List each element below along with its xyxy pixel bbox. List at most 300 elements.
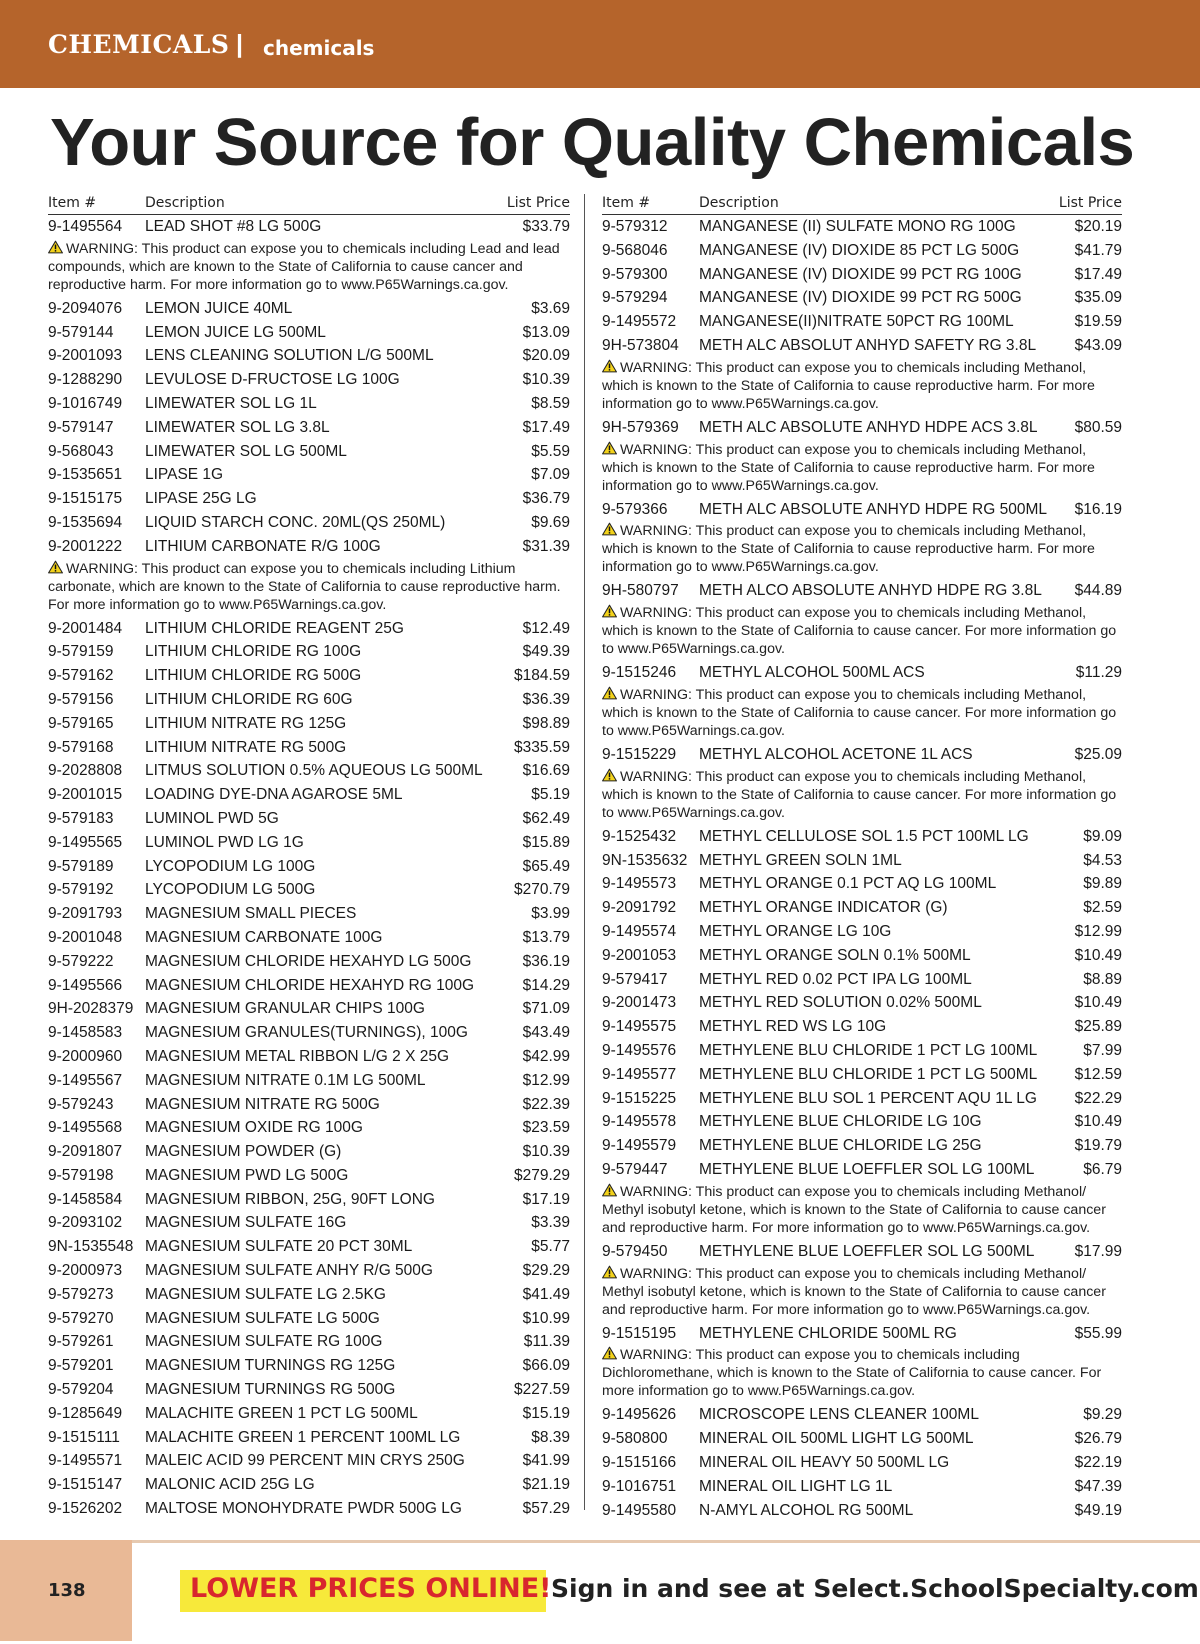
- product-row: [48, 1188, 570, 1212]
- warning-text: WARNING: This product can expose you to chemicals including Lead and lead compounds, which are known to the State of California to cause cancer and reproductive harm. For more information go to www.P65Warnings.ca.gov.: [48, 240, 560, 293]
- list-price: $25.89: [1074, 1018, 1122, 1036]
- prop65-warning: [48, 240, 570, 294]
- product-description: METHYL ORANGE SOLN 0.1% 500ML: [699, 946, 971, 964]
- item-number: 9-1535651: [48, 466, 123, 484]
- list-price: $22.39: [522, 1095, 570, 1113]
- product-row: [48, 950, 570, 974]
- promo-headline: LOWER PRICES ONLINE!: [190, 1573, 552, 1604]
- list-price: $12.59: [1074, 1065, 1122, 1083]
- list-price: $14.29: [522, 976, 570, 994]
- product-description: MINERAL OIL 500ML LIGHT LG 500ML: [699, 1430, 974, 1448]
- list-price: $10.49: [1074, 1113, 1122, 1131]
- list-price: $9.09: [1083, 827, 1122, 845]
- product-description: MINERAL OIL HEAVY 50 500ML LG: [699, 1453, 950, 1471]
- list-price: $36.39: [522, 690, 570, 708]
- product-row: [48, 535, 570, 559]
- item-number: 9-1495626: [602, 1406, 677, 1424]
- list-price: $2.59: [1083, 899, 1122, 917]
- item-number: 9-579300: [602, 265, 668, 283]
- list-price: $62.49: [522, 809, 570, 827]
- product-row: [48, 640, 570, 664]
- list-price: $23.59: [522, 1119, 570, 1137]
- product-description: MAGNESIUM TURNINGS RG 500G: [145, 1381, 396, 1399]
- list-price: $13.79: [522, 928, 570, 946]
- warning-triangle-icon: [602, 604, 617, 618]
- product-row: [602, 1451, 1122, 1475]
- product-row: [48, 736, 570, 760]
- list-price: $3.69: [531, 299, 570, 317]
- product-row: [48, 487, 570, 511]
- list-price: $3.99: [531, 905, 570, 923]
- item-number: 9-2091792: [602, 899, 677, 917]
- item-number: 9-579366: [602, 500, 668, 518]
- product-row: [48, 1069, 570, 1093]
- product-description: MALONIC ACID 25G LG: [145, 1476, 315, 1494]
- item-number: 9-579270: [48, 1309, 114, 1327]
- product-row: [602, 1110, 1122, 1134]
- item-number: 9-579144: [48, 323, 114, 341]
- product-description: LITHIUM CHLORIDE RG 500G: [145, 667, 362, 685]
- product-description: METHYLENE BLU CHLORIDE 1 PCT LG 500ML: [699, 1065, 1038, 1083]
- product-row: [48, 1473, 570, 1497]
- item-number: 9-579312: [602, 218, 668, 235]
- list-price: $11.39: [523, 1333, 570, 1351]
- product-description: LIMEWATER SOL LG 3.8L: [145, 418, 330, 436]
- item-number: 9-2094076: [48, 299, 123, 317]
- list-price: $19.59: [1074, 313, 1122, 331]
- item-number: 9-1515195: [602, 1324, 677, 1342]
- product-description: MAGNESIUM GRANULAR CHIPS 100G: [145, 1000, 425, 1018]
- product-row: [48, 1045, 570, 1069]
- column-header: [48, 194, 570, 215]
- product-row: [48, 997, 570, 1021]
- product-row: [602, 1015, 1122, 1039]
- list-price: $42.99: [522, 1047, 570, 1065]
- item-number: 9-579147: [48, 418, 114, 436]
- product-description: MANGANESE(II)NITRATE 50PCT RG 100ML: [699, 313, 1014, 331]
- product-row: [602, 1134, 1122, 1158]
- item-number: 9-1016751: [602, 1477, 677, 1495]
- list-price: $9.29: [1083, 1406, 1122, 1424]
- item-number: 9-1525432: [602, 827, 677, 845]
- list-price: $184.59: [513, 667, 570, 685]
- product-description: METHYLENE BLUE LOEFFLER SOL LG 500ML: [699, 1242, 1035, 1260]
- product-row: [48, 1235, 570, 1259]
- product-row: [602, 968, 1122, 992]
- right-product-column: [602, 194, 1122, 1522]
- item-number: 9-2001473: [602, 994, 677, 1012]
- product-row: [48, 1211, 570, 1235]
- product-row: [48, 974, 570, 998]
- list-price: $10.49: [1074, 994, 1122, 1012]
- item-number: 9-568046: [602, 241, 668, 259]
- list-price: $41.99: [522, 1452, 570, 1470]
- product-description: MANGANESE (IV) DIOXIDE 99 PCT RG 100G: [699, 265, 1022, 283]
- list-price: $227.59: [513, 1381, 570, 1399]
- list-price: $55.99: [1074, 1324, 1122, 1342]
- product-row: [602, 1403, 1122, 1427]
- product-row: [48, 617, 570, 641]
- product-description: MANGANESE (IV) DIOXIDE 99 PCT RG 500G: [699, 289, 1022, 307]
- list-price: $71.09: [522, 1000, 570, 1018]
- product-row: [602, 1499, 1122, 1523]
- item-number: 9-1016749: [48, 394, 123, 412]
- list-price: $5.19: [531, 786, 570, 804]
- product-row: [48, 321, 570, 345]
- product-row: [602, 1240, 1122, 1264]
- product-row: [48, 368, 570, 392]
- product-row: [48, 783, 570, 807]
- product-row: [602, 743, 1122, 767]
- product-description: MAGNESIUM SULFATE 16G: [145, 1214, 347, 1232]
- item-number: 9-1288290: [48, 371, 123, 389]
- list-price: $15.89: [522, 833, 570, 851]
- item-number: 9H-2028379: [48, 1000, 134, 1018]
- list-price: $12.49: [522, 619, 570, 637]
- prop65-warning: [602, 604, 1122, 658]
- item-number: 9-1495567: [48, 1071, 123, 1089]
- item-number: 9-1515175: [48, 490, 123, 508]
- product-row: [602, 286, 1122, 310]
- left-product-column: [48, 194, 570, 1521]
- product-description: MAGNESIUM CARBONATE 100G: [145, 928, 383, 946]
- product-description: LENS CLEANING SOLUTION L/G 500ML: [145, 347, 434, 365]
- product-description: LITMUS SOLUTION 0.5% AQUEOUS LG 500ML: [145, 762, 483, 780]
- list-price: $98.89: [522, 714, 570, 732]
- prop65-warning: [602, 686, 1122, 740]
- product-description: MAGNESIUM METAL RIBBON L/G 2 X 25G: [145, 1047, 450, 1065]
- list-price: $36.79: [522, 490, 570, 508]
- list-price: $10.49: [1074, 946, 1122, 964]
- product-description: LYCOPODIUM LG 500G: [145, 881, 316, 899]
- product-list: [48, 215, 570, 1521]
- item-number: 9-1495580: [602, 1501, 677, 1519]
- warning-text: WARNING: This product can expose you to chemicals including Methanol, which is known to the State of California to cause cancer. For more information go to www.P65Warnings.ca.gov.: [602, 605, 1117, 658]
- product-row: [602, 661, 1122, 685]
- item-number: 9-1535694: [48, 513, 123, 531]
- section-title: CHEMICALS: [48, 30, 230, 59]
- list-price: $7.09: [531, 466, 570, 484]
- item-number: 9-579192: [48, 881, 114, 899]
- product-description: METHYLENE BLUE LOEFFLER SOL LG 100ML: [699, 1160, 1035, 1178]
- item-number: 9-579201: [48, 1357, 114, 1375]
- list-price: $15.19: [522, 1404, 570, 1422]
- list-price: $36.19: [522, 952, 570, 970]
- description-header: Description: [145, 195, 225, 211]
- product-description: LITHIUM CHLORIDE RG 60G: [145, 690, 353, 708]
- prop65-warning: [602, 1265, 1122, 1319]
- warning-text: WARNING: This product can expose you to chemicals including Methanol/ Methyl isobutyl ketone, which is known to the State of California to cause cancer and reproductive harm. For more information go to www.P65Warnings.ca.gov.: [602, 1183, 1106, 1236]
- list-price-header: List Price: [1058, 195, 1122, 211]
- item-number: 9-2028808: [48, 762, 123, 780]
- product-row: [602, 1158, 1122, 1182]
- prop65-warning: [602, 522, 1122, 576]
- list-price: $43.09: [1074, 336, 1122, 354]
- item-number: 9-1458584: [48, 1190, 123, 1208]
- item-number: 9-579261: [48, 1333, 114, 1351]
- product-row: [602, 849, 1122, 873]
- item-number: 9-579204: [48, 1381, 114, 1399]
- list-price: $47.39: [1074, 1477, 1122, 1495]
- prop65-warning: [602, 441, 1122, 495]
- product-row: [602, 498, 1122, 522]
- product-description: MAGNESIUM PWD LG 500G: [145, 1166, 349, 1184]
- product-row: [48, 926, 570, 950]
- product-row: [48, 416, 570, 440]
- item-number: 9-2000973: [48, 1262, 123, 1280]
- product-row: [48, 344, 570, 368]
- product-row: [48, 855, 570, 879]
- product-description: METHYL GREEN SOLN 1ML: [699, 851, 902, 869]
- warning-text: WARNING: This product can expose you to chemicals including Methanol, which is known to the State of California to cause reproductive harm. For more information go to www.P65Warnings.ca.gov.: [602, 523, 1095, 576]
- item-number: 9-579168: [48, 738, 114, 756]
- product-description: MINERAL OIL LIGHT LG 1L: [699, 1477, 893, 1495]
- product-description: METHYL RED 0.02 PCT IPA LG 100ML: [699, 970, 972, 988]
- product-row: [48, 440, 570, 464]
- item-number: 9-2001222: [48, 537, 123, 555]
- product-description: LIMEWATER SOL LG 1L: [145, 394, 317, 412]
- product-row: [48, 1497, 570, 1521]
- item-number: 9-1515111: [48, 1428, 120, 1446]
- product-row: [602, 1322, 1122, 1346]
- list-price: $41.79: [1074, 241, 1122, 259]
- warning-triangle-icon: [602, 1346, 617, 1360]
- list-price: $22.29: [1074, 1089, 1122, 1107]
- product-row: [48, 215, 570, 239]
- list-price: $4.53: [1083, 851, 1122, 869]
- product-description: MAGNESIUM SULFATE LG 500G: [145, 1309, 380, 1327]
- product-row: [48, 831, 570, 855]
- product-description: MAGNESIUM NITRATE 0.1M LG 500ML: [145, 1071, 426, 1089]
- item-number: 9-579273: [48, 1285, 114, 1303]
- product-description: LEMON JUICE 40ML: [145, 299, 293, 317]
- list-price: $279.29: [513, 1166, 570, 1184]
- item-number: 9-579294: [602, 289, 668, 307]
- product-row: [48, 1449, 570, 1473]
- item-number: 9-579198: [48, 1166, 114, 1184]
- item-number: 9-579222: [48, 952, 114, 970]
- product-row: [602, 872, 1122, 896]
- product-description: METHYLENE CHLORIDE 500ML RG: [699, 1324, 957, 1342]
- list-price: $10.99: [522, 1309, 570, 1327]
- warning-text: WARNING: This product can expose you to chemicals including Lithium carbonate, which are known to the State of California to cause reproductive harm. For more information go to www.P65Warnings.ca.gov.: [48, 560, 561, 613]
- product-row: [48, 878, 570, 902]
- item-number: 9-579162: [48, 667, 114, 685]
- product-description: LITHIUM CHLORIDE REAGENT 25G: [145, 619, 404, 637]
- list-price: $270.79: [513, 881, 570, 899]
- product-list: [602, 215, 1122, 1522]
- product-row: [602, 1087, 1122, 1111]
- warning-text: WARNING: This product can expose you to chemicals including Methanol, which is known to the State of California to cause cancer. For more information go to www.P65Warnings.ca.gov.: [602, 768, 1117, 821]
- warning-triangle-icon: [602, 522, 617, 536]
- product-description: LUMINOL PWD LG 1G: [145, 833, 304, 851]
- item-number: 9-1495572: [602, 313, 677, 331]
- list-price: $5.77: [531, 1238, 570, 1256]
- list-price: $10.39: [522, 371, 570, 389]
- item-number: 9-1515166: [602, 1453, 677, 1471]
- item-number: 9-2091807: [48, 1143, 123, 1161]
- item-number: 9-1526202: [48, 1500, 123, 1518]
- item-number: 9-1495575: [602, 1018, 677, 1036]
- list-price: $9.69: [531, 513, 570, 531]
- list-price: $12.99: [1074, 922, 1122, 940]
- product-row: [48, 664, 570, 688]
- item-number: 9-2000960: [48, 1047, 123, 1065]
- item-number: 9-579447: [602, 1160, 668, 1178]
- list-price: $16.69: [522, 762, 570, 780]
- list-price: $65.49: [522, 857, 570, 875]
- product-row: [602, 896, 1122, 920]
- product-description: METHYLENE BLU SOL 1 PERCENT AQU 1L LG: [699, 1089, 1037, 1107]
- item-number: 9-1515147: [48, 1476, 123, 1494]
- prop65-warning: [602, 359, 1122, 413]
- product-row: [602, 579, 1122, 603]
- product-description: MANGANESE (II) SULFATE MONO RG 100G: [699, 218, 1016, 235]
- list-price: $80.59: [1074, 418, 1122, 436]
- product-description: MAGNESIUM OXIDE RG 100G: [145, 1119, 363, 1137]
- product-description: LIMEWATER SOL LG 500ML: [145, 442, 347, 460]
- prop65-warning: [602, 1346, 1122, 1400]
- list-price: $12.99: [522, 1071, 570, 1089]
- list-price: $11.29: [1075, 664, 1122, 682]
- list-price: $17.99: [1074, 1242, 1122, 1260]
- product-description: LIQUID STARCH CONC. 20ML(QS 250ML): [145, 513, 446, 531]
- product-description: METHYL RED SOLUTION 0.02% 500ML: [699, 994, 982, 1012]
- item-number: 9-1495571: [48, 1452, 123, 1470]
- warning-text: WARNING: This product can expose you to chemicals including Methanol, which is known to the State of California to cause reproductive harm. For more information go to www.P65Warnings.ca.gov.: [602, 441, 1095, 494]
- list-price: $17.49: [522, 418, 570, 436]
- product-row: [48, 463, 570, 487]
- product-description: MAGNESIUM RIBBON, 25G, 90FT LONG: [145, 1190, 435, 1208]
- product-row: [602, 334, 1122, 358]
- product-row: [48, 1402, 570, 1426]
- item-number: 9-2093102: [48, 1214, 123, 1232]
- item-number: 9-1495577: [602, 1065, 677, 1083]
- list-price: $8.39: [531, 1428, 570, 1446]
- section-separator: |: [236, 30, 243, 58]
- list-price: $29.29: [522, 1262, 570, 1280]
- page-title: Your Source for Quality Chemicals: [50, 105, 1135, 180]
- list-price: $335.59: [513, 738, 570, 756]
- list-price: $10.39: [522, 1143, 570, 1161]
- product-description: LEAD SHOT #8 LG 500G: [145, 218, 322, 235]
- product-row: [48, 1116, 570, 1140]
- warning-triangle-icon: [602, 359, 617, 373]
- list-price: $8.89: [1083, 970, 1122, 988]
- product-description: MAGNESIUM GRANULES(TURNINGS), 100G: [145, 1024, 468, 1042]
- item-number: 9-579183: [48, 809, 114, 827]
- product-description: LOADING DYE-DNA AGAROSE 5ML: [145, 786, 403, 804]
- item-number: 9-568043: [48, 442, 114, 460]
- product-description: METH ALC ABSOLUT ANHYD SAFETY RG 3.8L: [699, 336, 1037, 354]
- product-row: [48, 759, 570, 783]
- warning-triangle-icon: [602, 686, 617, 700]
- product-description: METHYL CELLULOSE SOL 1.5 PCT 100ML LG: [699, 827, 1029, 845]
- promo-link-text[interactable]: Sign in and see at Select.SchoolSpecialty.com: [551, 1574, 1199, 1603]
- product-row: [48, 1330, 570, 1354]
- item-number: 9-579156: [48, 690, 114, 708]
- list-price: $33.79: [522, 218, 570, 235]
- item-number: 9-1495568: [48, 1119, 123, 1137]
- product-row: [602, 920, 1122, 944]
- product-description: MAGNESIUM SULFATE RG 100G: [145, 1333, 383, 1351]
- product-description: METHYL RED WS LG 10G: [699, 1018, 887, 1036]
- item-number: 9-1285649: [48, 1404, 123, 1422]
- product-description: LITHIUM CHLORIDE RG 100G: [145, 643, 362, 661]
- list-price: $35.09: [1074, 289, 1122, 307]
- item-number: 9-579417: [602, 970, 668, 988]
- product-row: [602, 1427, 1122, 1451]
- warning-text: WARNING: This product can expose you to chemicals including Methanol/ Methyl isobutyl ketone, which is known to the State of California to cause cancer and reproductive harm. For more information go to www.P65Warnings.ca.gov.: [602, 1265, 1106, 1318]
- item-number: 9-2001015: [48, 786, 123, 804]
- product-description: LITHIUM CARBONATE R/G 100G: [145, 537, 381, 555]
- product-row: [48, 511, 570, 535]
- item-number: 9-580800: [602, 1430, 668, 1448]
- list-price: $26.79: [1074, 1430, 1122, 1448]
- warning-triangle-icon: [48, 560, 63, 574]
- product-row: [48, 1164, 570, 1188]
- list-price: $31.39: [522, 537, 570, 555]
- list-price: $17.19: [522, 1190, 570, 1208]
- product-description: METH ALC ABSOLUTE ANHYD HDPE ACS 3.8L: [699, 418, 1038, 436]
- list-price: $6.79: [1083, 1160, 1122, 1178]
- list-price: $44.89: [1074, 582, 1122, 600]
- warning-text: WARNING: This product can expose you to chemicals including Methanol, which is known to the State of California to cause reproductive harm. For more information go to www.P65Warnings.ca.gov.: [602, 359, 1095, 412]
- list-price: $22.19: [1074, 1453, 1122, 1471]
- item-number: 9H-580797: [602, 582, 679, 600]
- product-row: [48, 712, 570, 736]
- list-price: $41.49: [522, 1285, 570, 1303]
- warning-text: WARNING: This product can expose you to chemicals including Dichloromethane, which is known to the State of California to cause cancer. For more information go to www.P65Warnings.ca.gov.: [602, 1347, 1102, 1400]
- product-row: [602, 416, 1122, 440]
- product-row: [602, 263, 1122, 287]
- item-number: 9-1495578: [602, 1113, 677, 1131]
- product-description: METHYLENE BLUE CHLORIDE LG 10G: [699, 1113, 982, 1131]
- product-description: LITHIUM NITRATE RG 500G: [145, 738, 347, 756]
- list-price: $49.39: [522, 643, 570, 661]
- product-row: [48, 1307, 570, 1331]
- product-description: MAGNESIUM SMALL PIECES: [145, 905, 357, 923]
- column-header: [602, 194, 1122, 215]
- item-number: 9-579189: [48, 857, 114, 875]
- item-number: 9-579165: [48, 714, 114, 732]
- product-description: METHYLENE BLUE CHLORIDE LG 25G: [699, 1137, 982, 1155]
- item-number: 9-579243: [48, 1095, 114, 1113]
- item-number: 9-1495566: [48, 976, 123, 994]
- item-number: 9-1495565: [48, 833, 123, 851]
- product-row: [48, 688, 570, 712]
- list-price: $20.09: [522, 347, 570, 365]
- warning-triangle-icon: [48, 240, 63, 254]
- product-description: MAGNESIUM SULFATE LG 2.5KG: [145, 1285, 386, 1303]
- list-price: $9.89: [1083, 875, 1122, 893]
- product-description: METHYL ORANGE 0.1 PCT AQ LG 100ML: [699, 875, 997, 893]
- product-row: [602, 825, 1122, 849]
- product-row: [602, 1063, 1122, 1087]
- product-description: METH ALC ABSOLUTE ANHYD HDPE RG 500ML: [699, 500, 1047, 518]
- item-number: 9-1495576: [602, 1041, 677, 1059]
- list-price: $8.59: [531, 394, 570, 412]
- item-number: 9-2001048: [48, 928, 123, 946]
- product-description: METHYL ORANGE LG 10G: [699, 922, 892, 940]
- product-description: METHYL ORANGE INDICATOR (G): [699, 899, 948, 917]
- item-number: 9-579159: [48, 643, 114, 661]
- list-price: $49.19: [1074, 1501, 1122, 1519]
- product-description: MALEIC ACID 99 PERCENT MIN CRYS 250G: [145, 1452, 465, 1470]
- product-row: [48, 1426, 570, 1450]
- list-price-header: List Price: [506, 195, 570, 211]
- item-number: 9-1495574: [602, 922, 677, 940]
